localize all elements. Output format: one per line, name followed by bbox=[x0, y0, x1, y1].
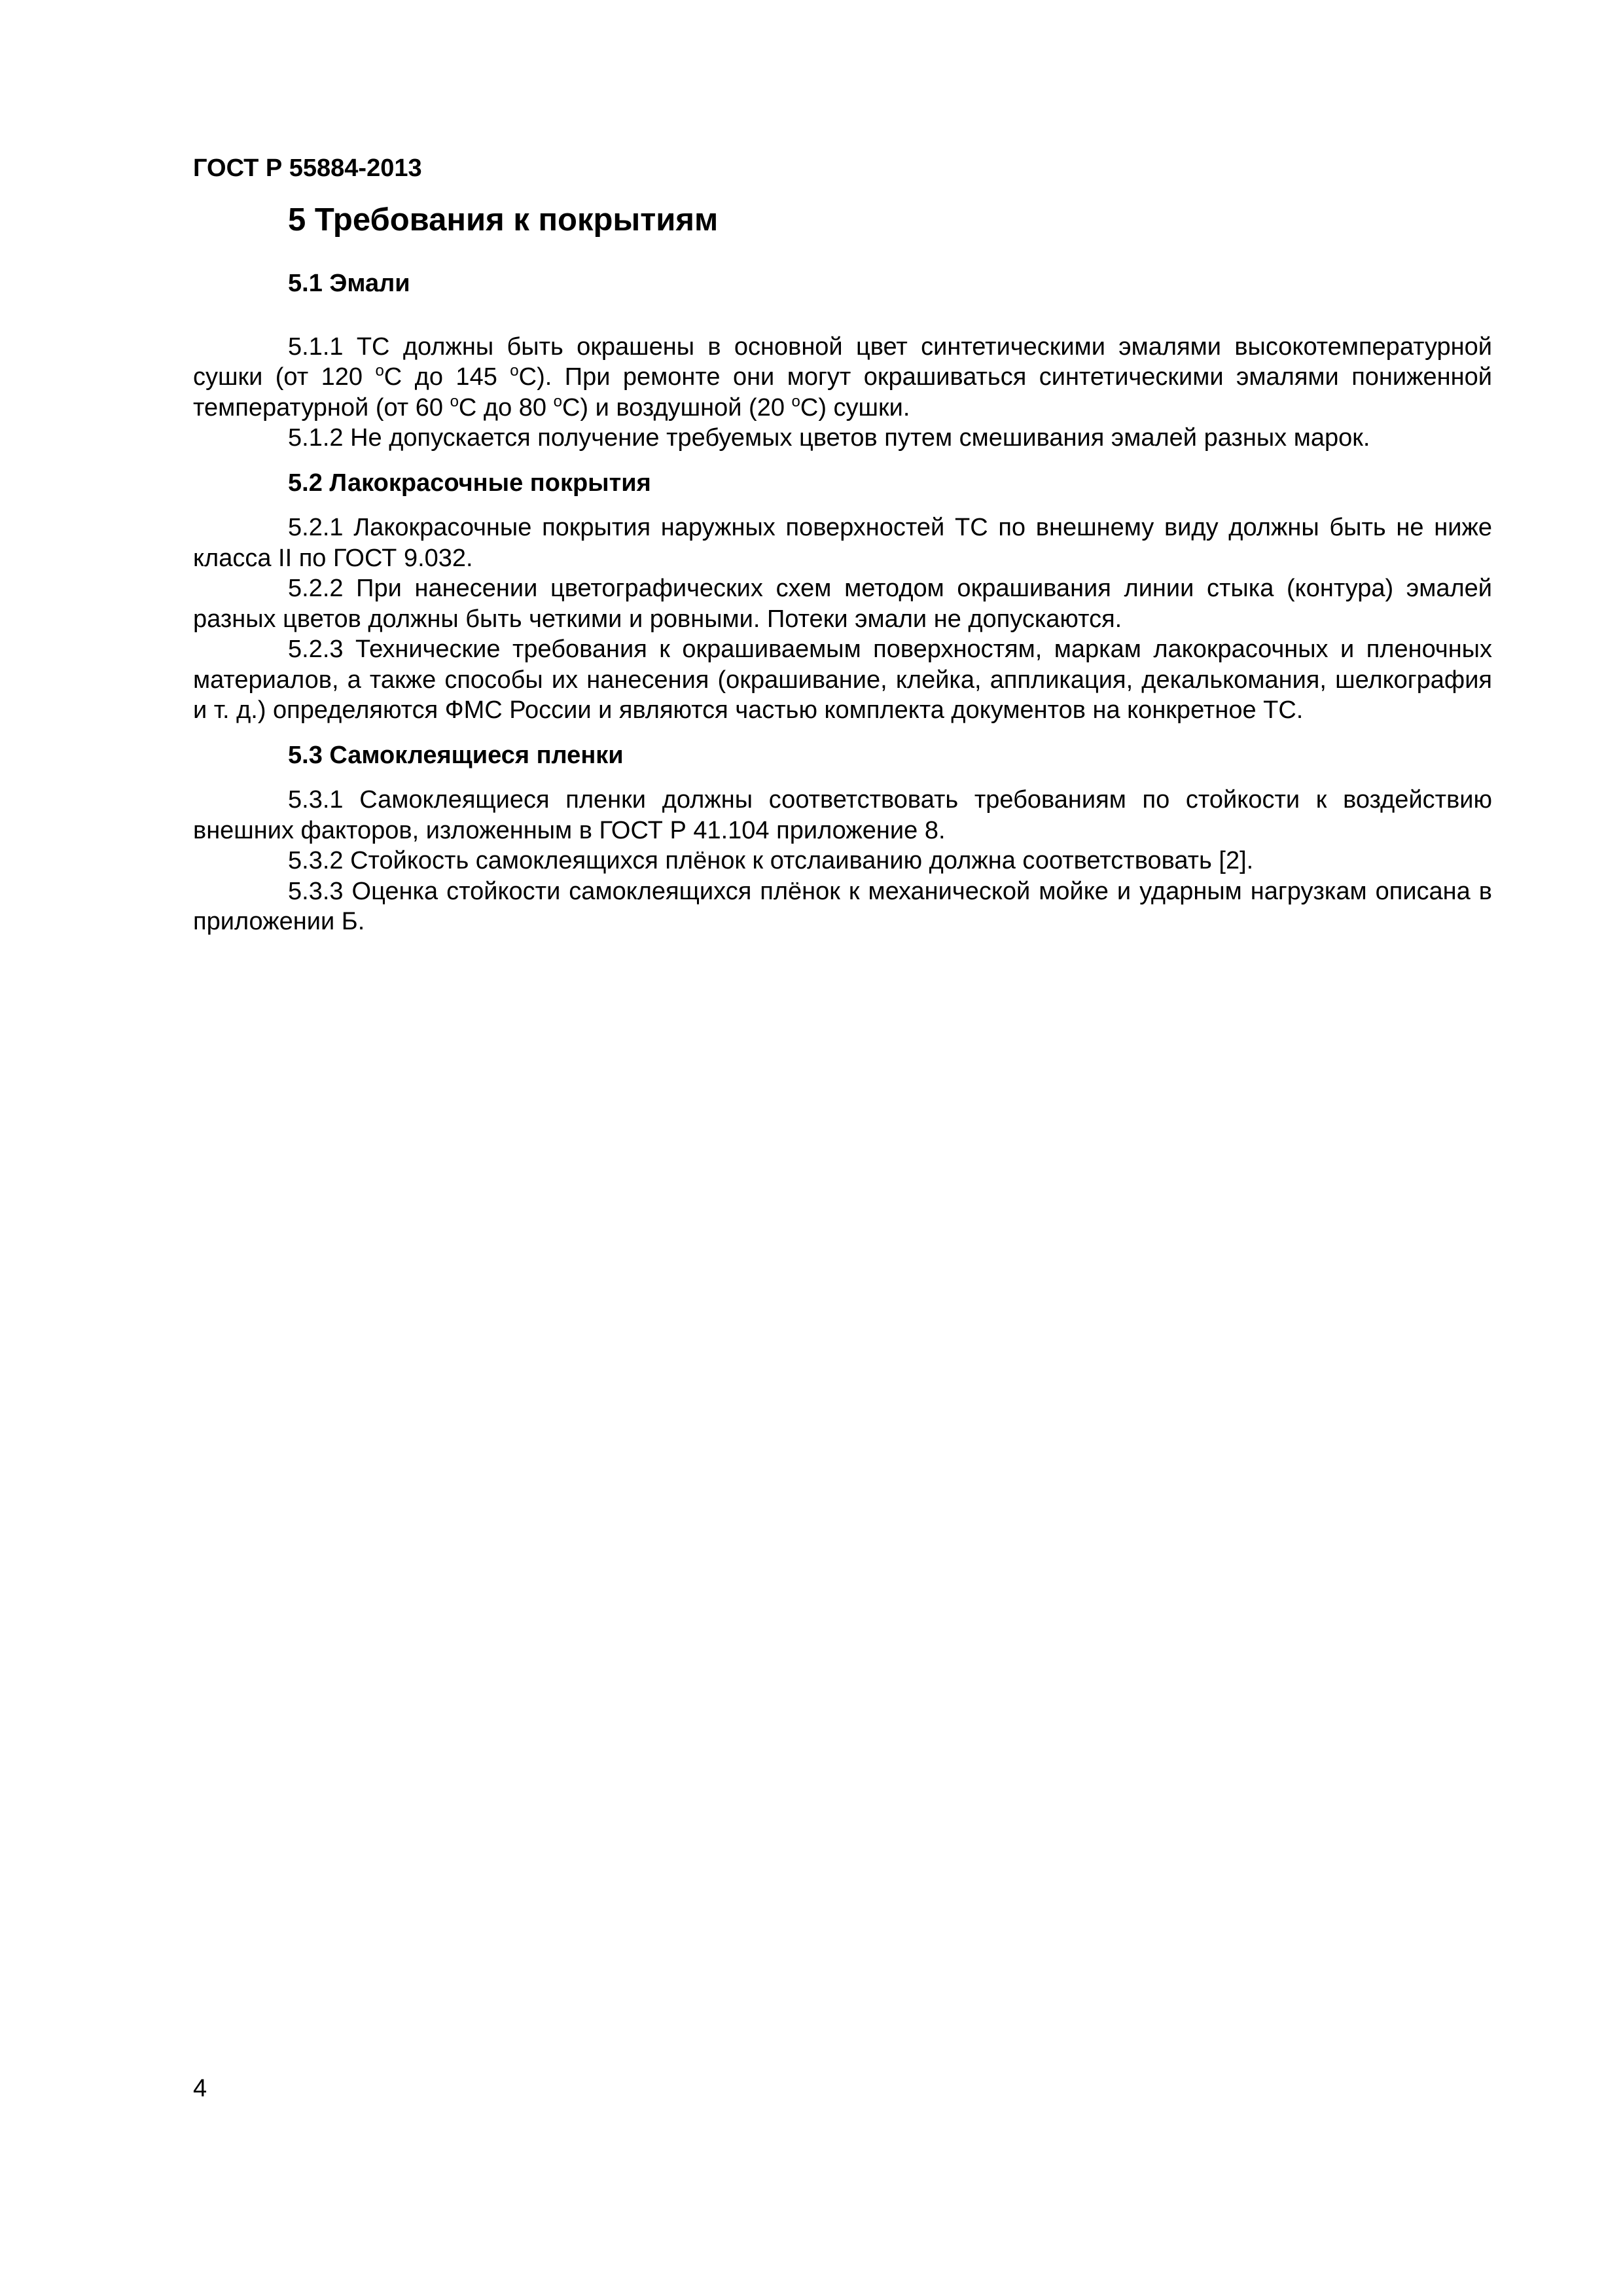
paragraph-5-3-1: 5.3.1 Самоклеящиеся пленки должны соответствовать требованиям по стойкости к воздействию внешних факторов, изложенным в ГОСТ Р 41.104 приложение 8. bbox=[193, 786, 1492, 844]
page-number: 4 bbox=[193, 2075, 207, 2102]
paragraph-5-2-2: 5.2.2 При нанесении цветографических схем методом окрашивания линии стыка (контура) эмалей разных цветов должны быть четкими и ровными. Потеки эмали не допускаются. bbox=[193, 575, 1492, 633]
paragraph-5-3-3: 5.3.3 Оценка стойкости самоклеящихся плёнок к механической мойке и ударным нагрузкам описана в приложении Б. bbox=[193, 877, 1492, 935]
paragraph-5-1-2: 5.1.2 Не допускается получение требуемых цветов путем смешивания эмалей разных марок. bbox=[288, 424, 1370, 452]
document-body bbox=[193, 268, 1492, 937]
paragraph-5-2-1: 5.2.1 Лакокрасочные покрытия наружных поверхностей ТС по внешнему виду должны быть не ниже класса II по ГОСТ 9.032. bbox=[193, 514, 1492, 572]
degree-sign: o bbox=[450, 392, 459, 410]
degree-sign: o bbox=[375, 362, 384, 380]
paragraph-5-3-2: 5.3.2 Стойкость самоклеящихся плёнок к отслаиванию должна соответствовать [2]. bbox=[288, 847, 1254, 874]
subsection-heading-self-adhesive-films: 5.3 Самоклеящиеся пленки bbox=[288, 741, 624, 769]
subsection-heading-enamels: 5.1 Эмали bbox=[288, 270, 410, 297]
section-title: 5 Требования к покрытиям bbox=[288, 202, 719, 238]
degree-sign: o bbox=[791, 392, 800, 410]
paragraph-5-1-1: 5.1.1 ТС должны быть окрашены в основной цвет синтетическими эмалями высокотемпературной сушки (от 120 $^o$C до 145 $^o$C). При ремонте они могут окрашиваться синтетическими эмалями пониженной температурной (от 60 $^o$C до 80 $^o$C) и воздушной (20 $^o$C) сушки. bbox=[193, 332, 1492, 422]
degree-sign: o bbox=[553, 392, 562, 410]
subsection-heading-paint-coatings: 5.2 Лакокрасочные покрытия bbox=[288, 469, 651, 497]
degree-sign: o bbox=[510, 362, 519, 380]
document-code: ГОСТ Р 55884-2013 bbox=[193, 154, 422, 182]
paragraph-5-2-3: 5.2.3 Технические требования к окрашиваемым поверхностям, маркам лакокрасочных и пленочных материалов, а также способы их нанесения (окрашивание, клейка, аппликация, декалькомания, шелкография и т. д.) определяются ФМС России и являются частью комплекта документов на конкретное ТС. bbox=[193, 636, 1492, 724]
